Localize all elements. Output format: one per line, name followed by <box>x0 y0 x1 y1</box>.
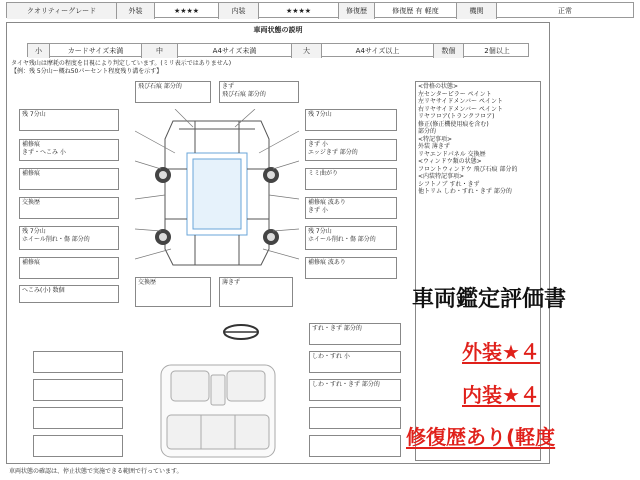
repair-history-note: 修復歴あり(軽度 <box>406 425 556 449</box>
left-box-3: 補修痕 <box>19 168 119 190</box>
top-box-1: 飛び石痕 部分的 <box>135 81 211 103</box>
grade-bar <box>6 2 634 18</box>
left-box-5: 残 7分山 ホイール削れ・傷 部分的 <box>19 226 119 250</box>
mid-box-1: 交換歴 <box>135 277 211 307</box>
exterior-label: 外装 <box>117 3 155 19</box>
engine-label: 機関 <box>457 3 497 19</box>
exterior-rating: 外装★４ <box>462 340 540 364</box>
interior-box-1: すれ・きず 部分的 <box>309 323 401 345</box>
legend-large: 大 <box>292 44 322 58</box>
right-box-6: 補修痕 波あり <box>305 257 397 279</box>
right-box-4: 補修痕 波あり きず 小 <box>305 197 397 219</box>
left-box-7: へこみ(小) 数個 <box>19 285 119 303</box>
notes-box: <骨格の状態> 左センターピラー ペイント 左リヤサイドメンバー ペイント 右リヤサイドメンバー ペイント リヤフロア(トランクフロア) 修正(修正機使用痕を含む) 部分的 <特記事項> 外装 薄きず リヤエンドパネル 交換歴 <ウィンドウ類の状態> フロントウィンドウ 飛び石痕 部分的 <内装特記事項> シフトノブ すれ・きず 他トリム しわ・すれ・きず 部分的 <box>415 81 541 461</box>
right-box-1: 残 7分山 <box>305 109 397 131</box>
interior-box-2: しわ・すれ 小 <box>309 351 401 373</box>
right-box-3: ミミ曲がり <box>305 168 397 190</box>
interior-box-l3 <box>33 407 123 429</box>
interior-box-l4 <box>33 435 123 457</box>
interior-box-4 <box>309 407 401 429</box>
left-box-4: 交換歴 <box>19 197 119 219</box>
top-box-2: きず 飛び石痕 部分的 <box>219 81 299 103</box>
legend-large-desc: A4サイズ以上 <box>322 44 434 58</box>
interior-label: 内装 <box>219 3 259 19</box>
engine-value: 正常 <box>558 7 572 15</box>
interior-box-l2 <box>33 379 123 401</box>
repair-history-value: 修復歴 有 軽度 <box>375 3 457 19</box>
left-box-6: 補修痕 <box>19 257 119 279</box>
exterior-car-diagram <box>135 109 299 273</box>
panel-title: 車両状態の説明 <box>253 26 303 34</box>
legend-several-desc: 2個以上 <box>484 47 510 55</box>
right-box-5: 残 7分山 ホイール削れ・傷 部分的 <box>305 226 397 250</box>
tire-note: タイヤ残山は摩耗の程度を目視により判定しています。(ミリ表示ではありません) <box>11 60 232 67</box>
steering-wheel-icon <box>221 323 261 341</box>
mid-box-2: 薄きず <box>219 277 293 307</box>
interior-stars: ★★★★ <box>259 3 339 19</box>
size-legend <box>27 43 529 57</box>
repair-history-label: 修復歴 <box>339 3 375 19</box>
interior-rating: 内装★４ <box>462 383 540 407</box>
interior-box-5 <box>309 435 401 457</box>
left-box-2: 補修痕 きず・へこみ 小 <box>19 139 119 161</box>
interior-box-l1 <box>33 351 123 373</box>
grade-label: クオリティーグレード <box>7 3 117 19</box>
legend-small-desc: カードサイズ未満 <box>50 44 142 58</box>
interior-seat-diagram <box>143 359 293 463</box>
tire-example-note: 【例：残 5分山ー概ね50パーセント程度残り溝を示す】 <box>11 68 163 75</box>
interior-box-3: しわ・すれ・きず 部分的 <box>309 379 401 401</box>
legend-medium-desc: A4サイズ未満 <box>178 44 292 58</box>
right-box-2: きず 小 エッジきず 部分的 <box>305 139 397 161</box>
appraisal-title: 車両鑑定評価書 <box>412 287 567 312</box>
exterior-stars: ★★★★ <box>155 3 219 19</box>
legend-small: 小 <box>28 44 50 58</box>
legend-medium: 中 <box>142 44 178 58</box>
panel-footer: 車両状態の確認は、停止状態で実施できる範囲で行っています。 <box>9 468 183 475</box>
legend-several: 数個 <box>434 44 464 58</box>
left-box-1: 残 7分山 <box>19 109 119 131</box>
